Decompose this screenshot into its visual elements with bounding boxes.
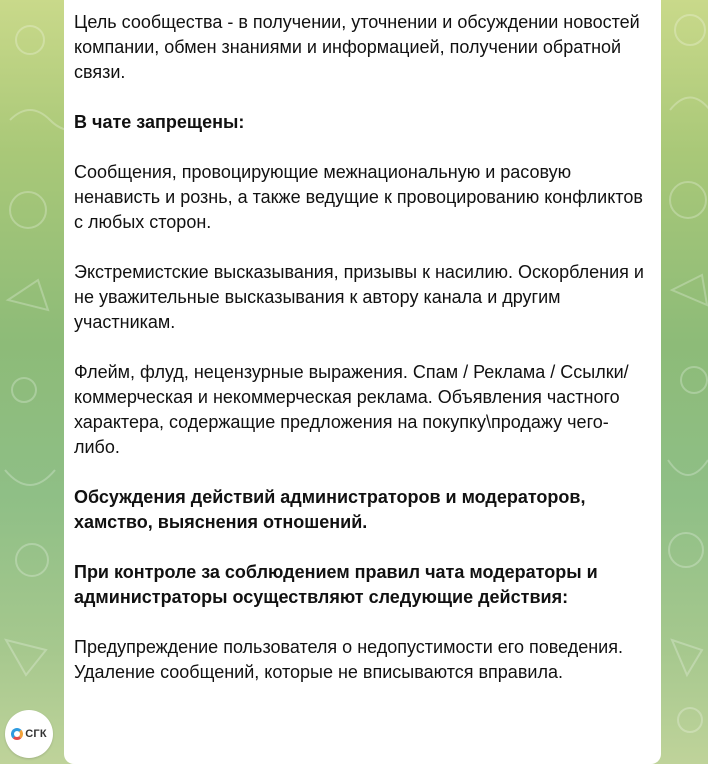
message-paragraph: Цель сообщества - в получении, уточнении и обсуждении новостей компании, обмен знаниями и информацией, получении обратной связи. <box>74 12 640 82</box>
message-paragraph: Предупреждение пользователя о недопустимости его поведения. Удаление сообщений, которые не вписываются вправила. <box>74 637 623 682</box>
message-paragraph-heading: В чате запрещены: <box>74 112 245 132</box>
message-paragraph: Флейм, флуд, нецензурные выражения. Спам / Реклама / Ссылки/коммерческая и некоммерческая реклама. Объявления частного характера, содержащие предложения на покупку\продажу чего-либо. <box>74 362 629 457</box>
sender-avatar[interactable] <box>5 710 53 758</box>
sender-logo-text: СГК <box>25 728 47 740</box>
message-bubble[interactable] <box>64 0 661 764</box>
message-paragraph: Сообщения, провоцирующие межнациональную и расовую ненависть и рознь, а также ведущие к провоцированию конфликтов с любых сторон. <box>74 162 643 232</box>
message-paragraph-bold: При контроле за соблюдением правил чата модераторы и администраторы осуществляют следующие действия: <box>74 562 598 607</box>
message-paragraph: Экстремистские высказывания, призывы к насилию. Оскорбления и не уважительные высказывания к автору канала и другим участникам. <box>74 262 644 332</box>
sgk-logo-icon <box>11 728 23 740</box>
message-paragraph-bold: Обсуждения действий администраторов и модераторов, хамство, выяснения отношений. <box>74 487 586 532</box>
